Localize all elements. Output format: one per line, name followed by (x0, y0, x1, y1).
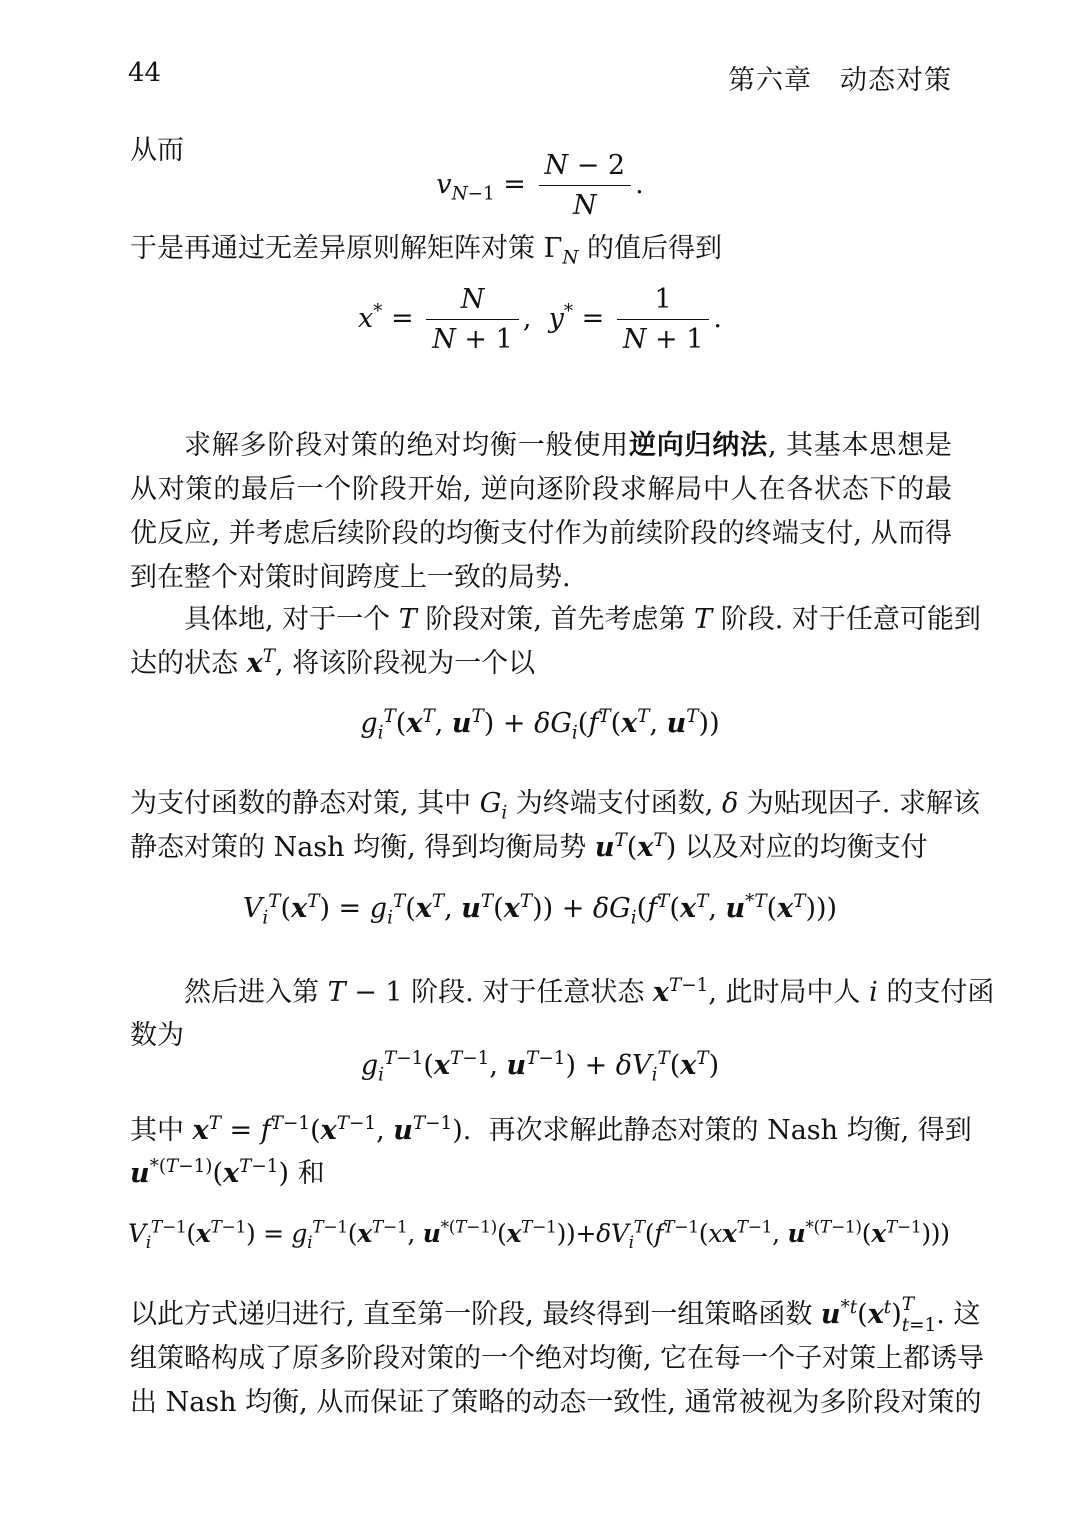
chapter-title: 第六章 动态对策 (728, 65, 952, 96)
text-then-1: 然后进入第 T − 1 阶段. 对于任意状态 $x^{T-1}$, 此时局中人 i 的支付函 (184, 975, 995, 1008)
method-text-pre: 求解多阶段对策的绝对均衡一般使用 (184, 430, 629, 461)
text-final-3: 出 Nash 均衡, 从而保证了策略的动态一致性, 通常被视为多阶段对策的 (130, 1387, 982, 1418)
text-where-2: $u^{*(T-1)}(x^{T-1})$ 和 (130, 1156, 325, 1189)
equation-value-prev: $V_i^{T-1}(x^{T-1}) = g_i^{T-1}(x^{T-1}$, $u^{*(T-1)}(x^{T-1}))+\delta V_i^T(f^{T-1}(xx^{T-1}$, $u^{*(T-1)}(x^{T-1})$)) (128, 1217, 950, 1253)
equation-v: $v_{N-1}$ = $\frac{N - 2}{N}$ . (436, 150, 644, 221)
method-text-post: , 其基本思想是从对策的最后一个阶段开始, 逆向逐阶段求解局中人在各状态下的最优反应, 并考虑后续阶段的均衡支付作为前续阶段的终端支付, 从而得到在整个对策时间跨度上一致的局势. (130, 430, 952, 593)
paragraph-backward-induction (130, 424, 952, 600)
text-payoff-1: 为支付函数的静态对策, 其中 $G_i$ 为终端支付函数, δ 为贴现因子. 求解该 (130, 788, 980, 824)
method-keyword: 逆向归纳法 (628, 430, 768, 461)
equation-stage-payoff: $g_i^T(x^T$, $u^T) + \delta G_i(f^T(x^T$, $u^T$)) (360, 706, 720, 744)
text-specific-2: 达的状态 $x^T$, 将该阶段视为一个以 (130, 646, 536, 679)
equation-xy: x* = $\frac{N}{N + 1}$ , y* = $\frac{1}{N + 1}$ . (358, 284, 722, 355)
equation-stage-payoff-prev: $g_i^{T-1}(x^{T-1}$, $u^{T-1}) + \delta V_i^T(x^T)$ (360, 1048, 720, 1086)
text-final-2: 组策略构成了原多阶段对策的一个绝对均衡, 它在每一个子对策上都诱导 (130, 1343, 985, 1374)
text-final-1: 以此方式递归进行, 直至第一阶段, 最终得到一组策略函数 $u^{*t}(x^t)T$ t=1. 这 (130, 1294, 981, 1336)
page-number: 44 (128, 58, 162, 88)
text-payoff-2: 静态对策的 Nash 均衡, 得到均衡局势 $u^T(x^T)$ 以及对应的均衡支付 (130, 830, 928, 863)
text-then-2: 数为 (130, 1020, 184, 1051)
text-yushi: 于是再通过无差异原则解矩阵对策 $\Gamma_N$ 的值后得到 (130, 233, 722, 269)
equation-value-T: $V_i^T(x^T) = g_i^T(x^T$, $u^T(x^T)) + \delta G_i(f^T(x^T$, $u^{*T}(x^T)$)) (242, 891, 838, 929)
text-where-1: 其中 $x^T = f^{T-1}(x^{T-1}$, $u^{T-1}$). 再次求解此静态对策的 Nash 均衡, 得到 (130, 1113, 972, 1146)
text-specific-1: 具体地, 对于一个 T 阶段对策, 首先考虑第 T 阶段. 对于任意可能到 (184, 604, 981, 635)
text-congser: 从而 (130, 135, 184, 166)
